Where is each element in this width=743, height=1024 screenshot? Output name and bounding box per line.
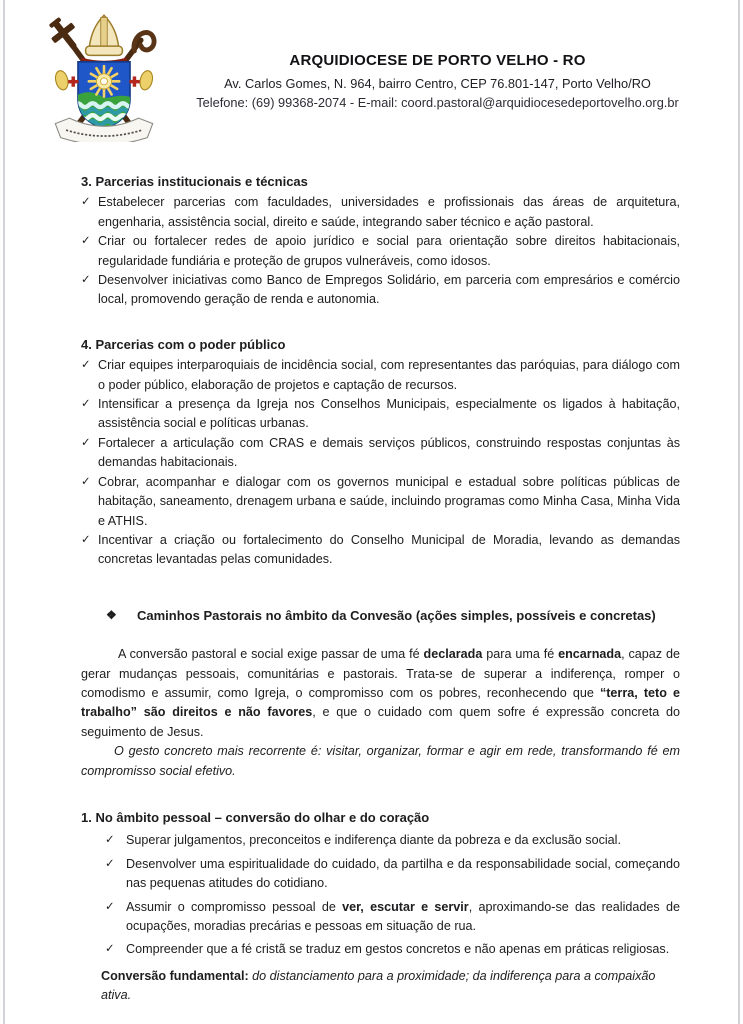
pastoral-heading bbox=[81, 606, 680, 625]
section-parcerias-poder-publico bbox=[81, 335, 680, 570]
list-item bbox=[81, 831, 680, 850]
list-item-text: Fortalecer a articulação com CRAS e demais serviços públicos, construindo respostas conjuntas às demandas habitacionais. bbox=[98, 435, 680, 470]
list-item bbox=[81, 434, 680, 473]
list-item bbox=[81, 232, 680, 271]
check-icon: ✓ bbox=[81, 274, 91, 287]
list-item-text: Criar equipes interparoquiais de incidência social, com representantes das paróquias, para diálogo com o poder público, elaboração de projetos e captação de recursos. bbox=[98, 358, 680, 392]
check-icon: ✓ bbox=[81, 533, 91, 546]
list-item-text: Compreender que a fé cristã se traduz em gestos concretos e não apenas em práticas religiosas. bbox=[126, 942, 670, 957]
check-icon: ✓ bbox=[105, 943, 115, 956]
list-item bbox=[81, 193, 680, 232]
document-page bbox=[3, 0, 740, 1024]
document-body bbox=[5, 172, 738, 1006]
org-contact: Telefone: (69) 99368-2074 - E-mail: coord.pastoral@arquidiocesedeportovelho.org.br bbox=[196, 95, 679, 110]
pastoral-quote-paragraph: O gesto concreto mais recorrente é: visitar, organizar, formar e agir em rede, transformando fé em compromisso social efetivo. bbox=[81, 744, 680, 778]
list-item bbox=[81, 898, 680, 937]
pastoral-heading-text: Caminhos Pastorais no âmbito da Convesão (ações simples, possíveis e concretas) bbox=[137, 607, 656, 623]
check-icon: ✓ bbox=[105, 857, 115, 870]
section-parcerias-institucionais bbox=[81, 172, 680, 310]
list-item bbox=[81, 356, 680, 395]
section-heading: 4. Parcerias com o poder público bbox=[81, 336, 286, 352]
check-icon: ✓ bbox=[105, 900, 115, 913]
list-item bbox=[81, 395, 680, 434]
check-icon: ✓ bbox=[81, 235, 91, 248]
section-heading: 1. No âmbito pessoal – conversão do olhar e do coração bbox=[81, 809, 430, 825]
check-icon: ✓ bbox=[81, 475, 91, 488]
list-item bbox=[81, 531, 680, 570]
check-icon: ✓ bbox=[81, 359, 91, 372]
list-item-text: Desenvolver uma espiritualidade do cuidado, da partilha e da responsabilidade social, começando nas pequenas atitudes do cotidiano. bbox=[126, 856, 680, 891]
org-address: Av. Carlos Gomes, N. 964, bairro Centro, CEP 76.801-147, Porto Velho/RO bbox=[224, 76, 651, 91]
pastoral-paragraph: A conversão pastoral e social exige passar de uma fé declarada para uma fé encarnada, capaz de gerar mudanças pessoais, comunitárias e pastorais. Trata-se de superar a indiferença, romper o comodismo e assumir, como Igreja, o compromisso com os pobres, reconhecendo que “terra, teto e trabalho” são direitos e não favores, e que o cuidado com quem sofre é expressão concreta do seguimento de Jesus. bbox=[81, 647, 680, 739]
list-item bbox=[81, 473, 680, 531]
letterhead bbox=[5, 0, 738, 150]
list-item bbox=[81, 271, 680, 310]
check-icon: ✓ bbox=[105, 834, 115, 847]
archdiocese-coat-of-arms-logo bbox=[39, 12, 169, 142]
list-item bbox=[81, 940, 680, 959]
list-item bbox=[81, 855, 680, 894]
check-icon: ✓ bbox=[81, 196, 91, 209]
org-title: ARQUIDIOCESE DE PORTO VELHO - RO bbox=[289, 52, 586, 69]
list-item-text: Estabelecer parcerias com faculdades, universidades e profissionais das áreas de arquitetura, engenharia, assistência social, direito e saúde, integrando saber técnico e ação pastoral. bbox=[98, 195, 680, 229]
conclusion-line: Conversão fundamental: do distanciamento para a proximidade; da indiferença para a compaixão ativa. bbox=[101, 968, 656, 1003]
check-icon: ✓ bbox=[81, 398, 91, 411]
section-heading: 3. Parcerias institucionais e técnicas bbox=[81, 174, 308, 189]
list-item-text: Intensificar a presença da Igreja nos Conselhos Municipais, especialmente os ligados à habitação, assistência social e políticas urbanas. bbox=[98, 397, 680, 431]
list-item-text: Cobrar, acompanhar e dialogar com os governos municipal e estadual sobre políticas públicas de habitação, saneamento, drenagem urbana e saúde, incluindo programas como Minha Casa, Minha Vida e ATHIS. bbox=[98, 474, 680, 528]
list-item-text: Assumir o compromisso pessoal de ver, escutar e servir, aproximando-se das realidades de ocupações, moradias precárias e pessoas em situação de rua. bbox=[126, 899, 680, 933]
list-item-text: Criar ou fortalecer redes de apoio jurídico e social para orientação sobre direitos habitacionais, regularidade fundiária e proteção de grupos vulneráveis, como idosos. bbox=[98, 234, 680, 268]
check-icon: ✓ bbox=[81, 436, 91, 449]
letterhead-text bbox=[155, 52, 720, 110]
section-ambito-pessoal bbox=[81, 808, 680, 960]
diamond-bullet-icon: ❖ bbox=[106, 607, 117, 622]
list-item-text: Superar julgamentos, preconceitos e indiferença diante da pobreza e da exclusão social. bbox=[126, 833, 621, 848]
list-item-text: Incentivar a criação ou fortalecimento do Conselho Municipal de Moradia, levando as demandas concretas levantadas pelas comunidades. bbox=[98, 532, 680, 567]
list-item-text: Desenvolver iniciativas como Banco de Empregos Solidário, em parceria com empresários e comércio local, promovendo geração de renda e autonomia. bbox=[98, 273, 680, 307]
